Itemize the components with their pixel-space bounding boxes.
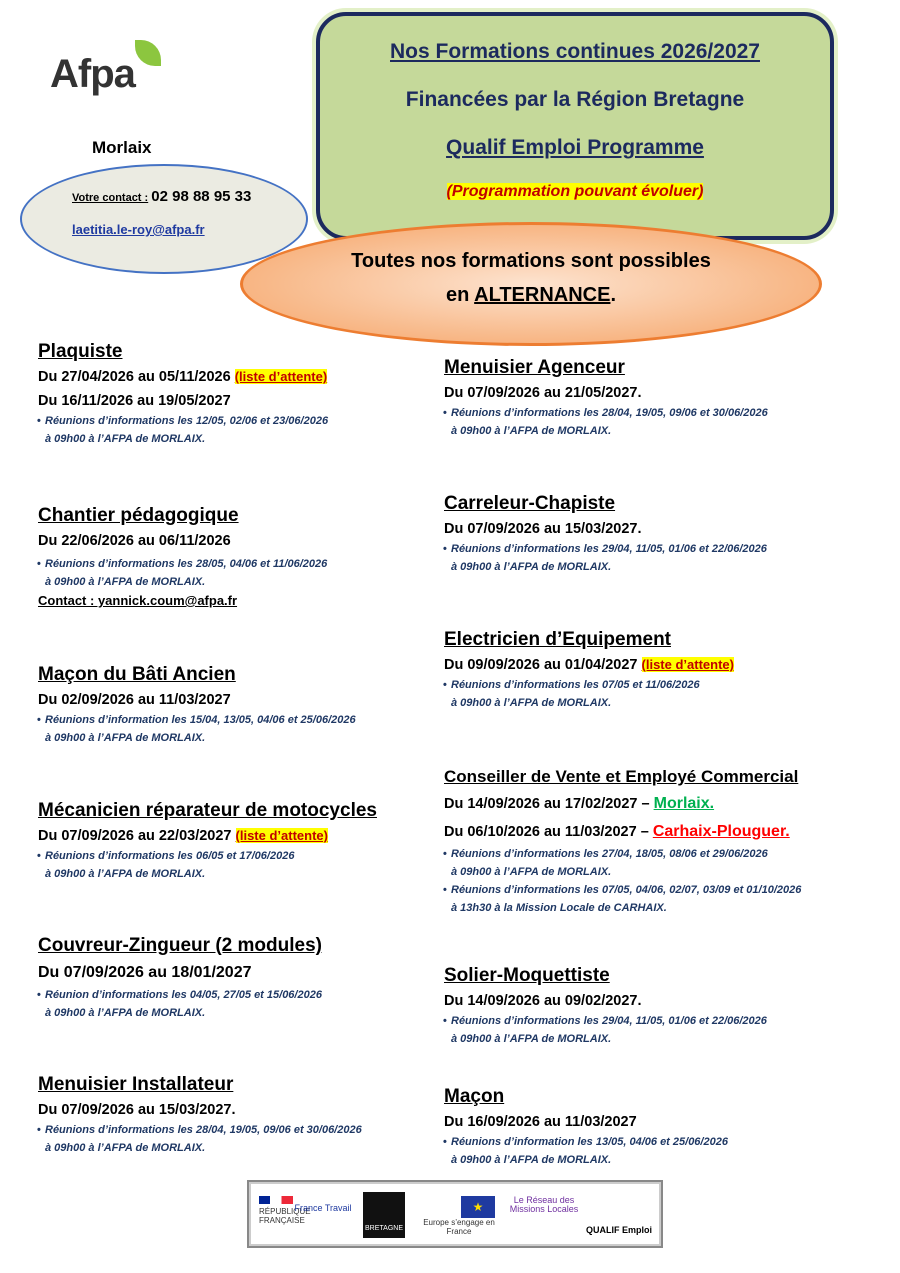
course-date: Du 22/06/2026 au 06/11/2026	[38, 533, 231, 549]
course-info	[38, 847, 458, 883]
europe-logo	[421, 1196, 497, 1236]
course-date: Du 07/09/2026 au 21/05/2027.	[444, 385, 642, 401]
course-info	[444, 404, 864, 440]
course-date: Du 07/09/2026 au 18/01/2027	[38, 964, 252, 981]
header-program: Qualif Emploi Programme	[446, 136, 704, 159]
header-funding: Financées par la Région Bretagne	[405, 88, 745, 111]
partner-label: Europe s’engage en France	[423, 1218, 495, 1236]
course-title: Menuisier Installateur	[38, 1074, 234, 1095]
course-info-line1: Réunions d’informations les 29/04, 11/05, 01/06 et 22/06/2026	[451, 543, 767, 555]
course-info-line1: Réunions d’informations les 06/05 et 17/06/2026	[45, 850, 295, 862]
course-info-line2: à 09h00 à l’AFPA de MORLAIX.	[451, 1033, 612, 1045]
waitlist-badge: (liste d’attente)	[641, 657, 734, 672]
course-info-line2: à 09h00 à l’AFPA de MORLAIX.	[451, 561, 612, 573]
alternance-line1: Toutes nos formations sont possibles	[351, 250, 711, 272]
course-info	[444, 845, 864, 881]
course-conseiller-vente	[444, 765, 864, 917]
course-info	[444, 676, 864, 712]
course-carreleur	[444, 492, 864, 576]
course-date: Du 14/09/2026 au 09/02/2027.	[444, 993, 642, 1009]
course-plaquiste	[38, 340, 458, 448]
course-info-line2: à 09h00 à l’AFPA de MORLAIX.	[45, 732, 206, 744]
contact-phone: 02 98 88 95 33	[151, 188, 252, 205]
course-title: Carreleur-Chapiste	[444, 493, 616, 514]
alternance-suffix: .	[610, 284, 617, 306]
course-title: Solier-Moquettiste	[444, 965, 610, 986]
course-title: Couvreur-Zingueur (2 modules)	[38, 935, 322, 956]
course-contact-link[interactable]: Contact : yannick.coum@afpa.fr	[38, 593, 238, 608]
course-info-line2: à 09h00 à l’AFPA de MORLAIX.	[45, 868, 206, 880]
course-info-line1: Réunions d’information les 15/04, 13/05, 04/06 et 25/06/2026	[45, 714, 356, 726]
contact-label: Votre contact :	[72, 192, 149, 204]
course-date	[38, 366, 458, 388]
logo-text: Afpa	[50, 52, 135, 96]
course-info-line2: à 09h00 à l’AFPA de MORLAIX.	[451, 425, 612, 437]
missions-locales-logo: Le Réseau des Missions Locales	[509, 1195, 579, 1214]
course-info	[444, 1133, 864, 1169]
course-couvreur	[38, 934, 458, 1022]
course-info-line2: à 13h30 à la Mission Locale de CARHAIX.	[451, 902, 667, 914]
course-menuisier-agenceur	[444, 356, 864, 440]
course-date	[444, 654, 864, 676]
course-date: Du 16/09/2026 au 11/03/2027	[444, 1114, 637, 1130]
alternance-prefix: en	[445, 284, 470, 306]
course-info	[444, 540, 864, 576]
course-info-line1: Réunions d’informations les 12/05, 02/06 et 23/06/2026	[45, 415, 329, 427]
flag-icon	[259, 1196, 293, 1204]
france-travail-logo: France Travail	[294, 1203, 352, 1213]
course-date: Du 16/11/2026 au 19/05/2027	[38, 393, 231, 409]
course-date: Du 07/09/2026 au 15/03/2027.	[38, 1102, 236, 1118]
course-info	[38, 412, 458, 448]
course-date: Du 07/09/2026 au 15/03/2027.	[444, 521, 642, 537]
course-info-line1: Réunions d’informations les 27/04, 18/05, 08/06 et 29/06/2026	[451, 848, 768, 860]
qualif-emploi-logo: QUALIF Emploi	[586, 1225, 652, 1235]
course-info-line2: à 09h00 à l’AFPA de MORLAIX.	[45, 433, 206, 445]
course-info	[444, 1012, 864, 1048]
course-mecanicien	[38, 799, 458, 883]
course-info-line1: Réunions d’information les 13/05, 04/06 et 25/06/2026	[451, 1136, 728, 1148]
course-info	[38, 1121, 458, 1157]
course-info-line1: Réunions d’informations les 28/04, 19/05, 09/06 et 30/06/2026	[451, 407, 768, 419]
alternance-line2	[240, 284, 822, 307]
course-title: Plaquiste	[38, 341, 123, 362]
course-date	[38, 825, 458, 847]
afpa-logo	[50, 40, 170, 100]
course-info-line2: à 09h00 à l’AFPA de MORLAIX.	[45, 1007, 206, 1019]
course-info-line1: Réunions d’informations les 07/05 et 11/06/2026	[451, 679, 700, 691]
partner-label: RÉPUBLIQUE FRANÇAISE	[259, 1207, 311, 1225]
course-info-line2: à 09h00 à l’AFPA de MORLAIX.	[451, 697, 612, 709]
course-date-text: Du 09/09/2026 au 01/04/2027	[444, 657, 638, 673]
course-info	[444, 881, 864, 917]
course-title: Menuisier Agenceur	[444, 357, 625, 378]
contact-email-link[interactable]: laetitia.le-roy@afpa.fr	[72, 222, 205, 237]
course-info-line1: Réunions d’informations les 29/04, 11/05, 01/06 et 22/06/2026	[451, 1015, 767, 1027]
course-date-text: Du 14/09/2026 au 17/02/2027 –	[444, 796, 650, 812]
course-title: Maçon	[444, 1086, 505, 1107]
course-title: Maçon du Bâti Ancien	[38, 664, 236, 685]
course-chantier	[38, 504, 458, 608]
republique-francaise-logo	[259, 1196, 311, 1225]
course-info-line1: Réunions d’informations les 28/05, 04/06 et 11/06/2026	[45, 558, 328, 570]
course-macon-bati	[38, 663, 458, 747]
course-info	[38, 555, 458, 591]
course-date-text: Du 27/04/2026 au 05/11/2026	[38, 369, 231, 385]
alternance-word: ALTERNANCE	[474, 284, 611, 306]
course-macon	[444, 1085, 864, 1169]
course-info-line1: Réunion d’informations les 04/05, 27/05 et 15/06/2026	[45, 989, 322, 1001]
course-info-line2: à 09h00 à l’AFPA de MORLAIX.	[45, 576, 206, 588]
course-solier	[444, 964, 864, 1048]
course-title: Conseiller de Vente et Employé Commercial	[444, 767, 799, 786]
waitlist-badge: (liste d’attente)	[235, 828, 328, 843]
course-info-line2: à 09h00 à l’AFPA de MORLAIX.	[45, 1142, 206, 1154]
course-date-text: Du 06/10/2026 au 11/03/2027 –	[444, 824, 649, 840]
partner-logos	[247, 1180, 663, 1248]
course-date: Du 02/09/2026 au 11/03/2027	[38, 692, 231, 708]
eu-flag-icon: ★	[461, 1196, 495, 1218]
course-menuisier-installateur	[38, 1073, 458, 1157]
course-info-line2: à 09h00 à l’AFPA de MORLAIX.	[451, 866, 612, 878]
course-info	[38, 986, 458, 1022]
course-title: Chantier pédagogique	[38, 505, 239, 526]
course-info-line2: à 09h00 à l’AFPA de MORLAIX.	[451, 1154, 612, 1166]
course-info-line1: Réunions d’informations les 28/04, 19/05, 09/06 et 30/06/2026	[45, 1124, 362, 1136]
region-bretagne-logo: BRETAGNE	[363, 1192, 405, 1238]
course-info	[38, 711, 458, 747]
course-date	[444, 819, 864, 845]
leaf-icon	[135, 40, 161, 66]
header-title: Nos Formations continues 2026/2027	[390, 40, 760, 63]
course-date	[444, 791, 864, 817]
header-note-text: (Programmation pouvant évoluer)	[446, 183, 704, 200]
header-note	[320, 183, 830, 201]
location-morlaix: Morlaix.	[653, 795, 715, 812]
course-info-line1: Réunions d’informations les 07/05, 04/06, 02/07, 03/09 et 01/10/2026	[451, 884, 802, 896]
waitlist-badge: (liste d’attente)	[234, 369, 328, 384]
contact-phone-line	[72, 188, 251, 205]
course-title: Electricien d’Equipement	[444, 629, 671, 650]
course-title: Mécanicien réparateur de motocycles	[38, 800, 377, 821]
course-electricien	[444, 628, 864, 712]
city-label: Morlaix	[92, 138, 152, 157]
course-date-text: Du 07/09/2026 au 22/03/2027	[38, 828, 232, 844]
location-carhaix: Carhaix-Plouguer.	[652, 823, 790, 840]
header-box	[316, 12, 834, 240]
